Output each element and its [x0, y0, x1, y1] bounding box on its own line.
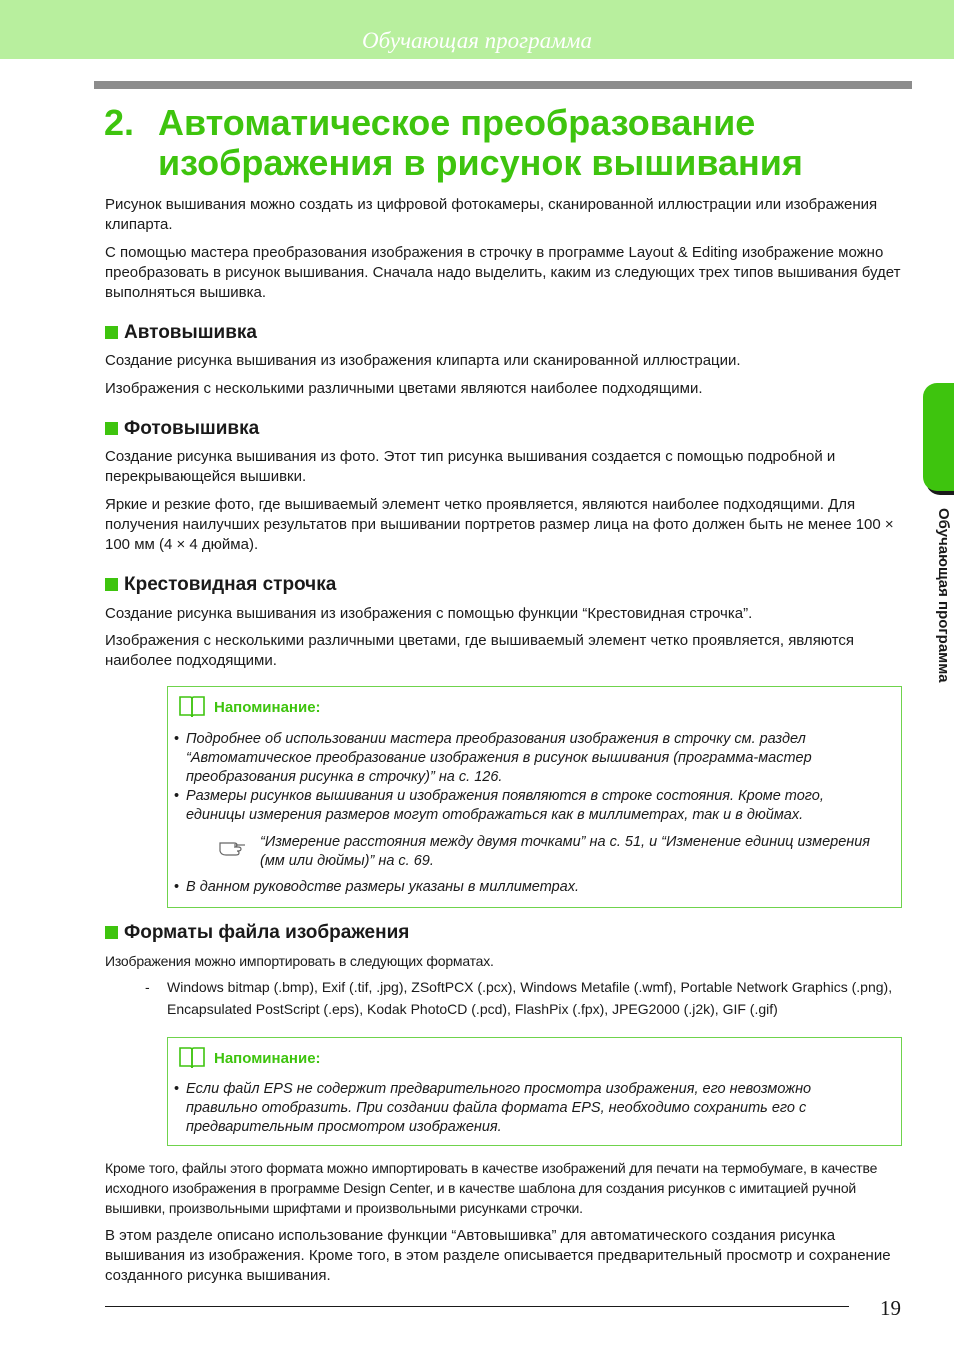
- side-tab-label: Обучающая программа: [935, 508, 952, 683]
- top-banner: [0, 0, 954, 59]
- section-heading-cross: [105, 574, 336, 596]
- outro-paragraph-1: Кроме того, файлы этого формата можно импортировать в качестве изображений для печати на термобумаге, в качестве исходного изображения в программе Design Center, и в качестве шаблона для создания рисунков с имитацией ручной вышивки, произвольными шрифтами и произвольными рисунками строчки.: [105, 1160, 878, 1216]
- note-box-1: [167, 686, 902, 908]
- chapter-title-line2: изображения в рисунок вышивания: [158, 142, 803, 183]
- note-item: • В данном руководстве размеры указаны в миллиметрах.: [174, 879, 580, 895]
- photo-paragraph-2: Яркие и резкие фото, где вышиваемый элемент четко проявляется, являются наиболее подходящими. Для получения наилучших результатов при вышивании портретов размер лица на фото должен быть не менее 100 × 100 мм (4 × 4 дюйма).: [105, 496, 894, 553]
- note-item: • Размеры рисунков вышивания и изображения появляются в строке состояния. Кроме того, единицы измерения размеров могут отображаться как в миллиметрах, так и в дюймах.: [174, 788, 824, 823]
- photo-paragraph-1: Создание рисунка вышивания из фото. Этот тип рисунка вышивания создается с помощью подробной и перекрывающейся вышивки.: [105, 448, 836, 485]
- note-box-2: [167, 1037, 902, 1146]
- note-item: • Подробнее об использовании мастера преобразования изображения в строчку см. раздел “Автоматическое преобразование изображения в рисунок вышивания (программа-мастер преобразования рисунка в строчку)” на с. 126.: [174, 731, 812, 785]
- footer-rule: [105, 1306, 849, 1307]
- side-tab[interactable]: [923, 383, 954, 491]
- section-heading-text: Форматы файла изображения: [124, 922, 410, 943]
- page-number: 19: [880, 1296, 901, 1320]
- square-bullet-icon: [105, 326, 118, 339]
- formats-paragraph: Изображения можно импортировать в следующих форматах.: [105, 953, 494, 969]
- formats-list: - Windows bitmap (.bmp), Exif (.tif, .jpg), ZSoftPCX (.pcx), Windows Metafile (.wmf), Portable Network Graphics (.png), Encapsulated PostScript (.eps), Kodak PhotoCD (.pcd), FlashPix (.fpx), JPEG2000 (.j2k), GIF (.gif): [145, 979, 893, 1017]
- section-heading-text: Крестовидная строчка: [124, 574, 337, 595]
- auto-paragraph-2: Изображения с несколькими различными цветами являются наиболее подходящими.: [105, 380, 703, 397]
- pointing-hand-icon: [218, 837, 248, 857]
- note-header: [178, 695, 321, 721]
- outro-paragraph-2: В этом разделе описано использование функции “Автовышивка” для автоматического создания рисунка вышивания из изображения. Кроме того, в этом разделе описывается предварительный просмотр и сохранение созданного рисунка вышивания.: [105, 1227, 891, 1284]
- square-bullet-icon: [105, 926, 118, 939]
- title-rule: [94, 81, 912, 89]
- cross-paragraph-2: Изображения с несколькими различными цветами, где вышиваемый элемент четко проявляется, являются наиболее подходящими.: [105, 632, 855, 669]
- intro-paragraph-2: С помощью мастера преобразования изображения в строчку в программе Layout & Editing изображение можно преобразовать в рисунок вышивания. Сначала надо выделить, каким из следующих трех типов вышивания будет выполняться вышивка.: [105, 244, 901, 301]
- note-item: • Если файл EPS не содержит предварительного просмотра изображения, его невозможно правильно отобразить. При создании файла формата EPS, необходимо сохранить его с предварительным просмотром изображения.: [174, 1081, 812, 1135]
- section-heading-text: Автовышивка: [124, 322, 257, 343]
- section-heading-photo: [105, 418, 259, 440]
- section-heading-text: Фотовышивка: [124, 418, 260, 439]
- note-title: Напоминание:: [214, 698, 321, 716]
- section-heading-formats: [105, 922, 409, 944]
- note-header: [178, 1046, 321, 1072]
- book-icon: [178, 1046, 206, 1070]
- square-bullet-icon: [105, 422, 118, 435]
- reference-link[interactable]: “Измерение расстояния между двумя точками” на с. 51, и “Изменение единиц измерения (мм или дюймы)” на с. 69.: [260, 834, 871, 869]
- note-title: Напоминание:: [214, 1049, 321, 1067]
- auto-paragraph-1: Создание рисунка вышивания из изображения клипарта или сканированной иллюстрации.: [105, 352, 741, 369]
- banner-title: Обучающая программа: [362, 28, 592, 53]
- chapter-title-line1: Автоматическое преобразование: [158, 102, 756, 143]
- section-heading-auto: [105, 322, 257, 344]
- book-icon: [178, 695, 206, 719]
- cross-paragraph-1: Создание рисунка вышивания из изображения с помощью функции “Крестовидная строчка”.: [105, 605, 753, 622]
- intro-paragraph-1: Рисунок вышивания можно создать из цифровой фотокамеры, сканированной иллюстрации или изображения клипарта.: [105, 196, 878, 233]
- chapter-number: 2.: [104, 102, 135, 143]
- square-bullet-icon: [105, 578, 118, 591]
